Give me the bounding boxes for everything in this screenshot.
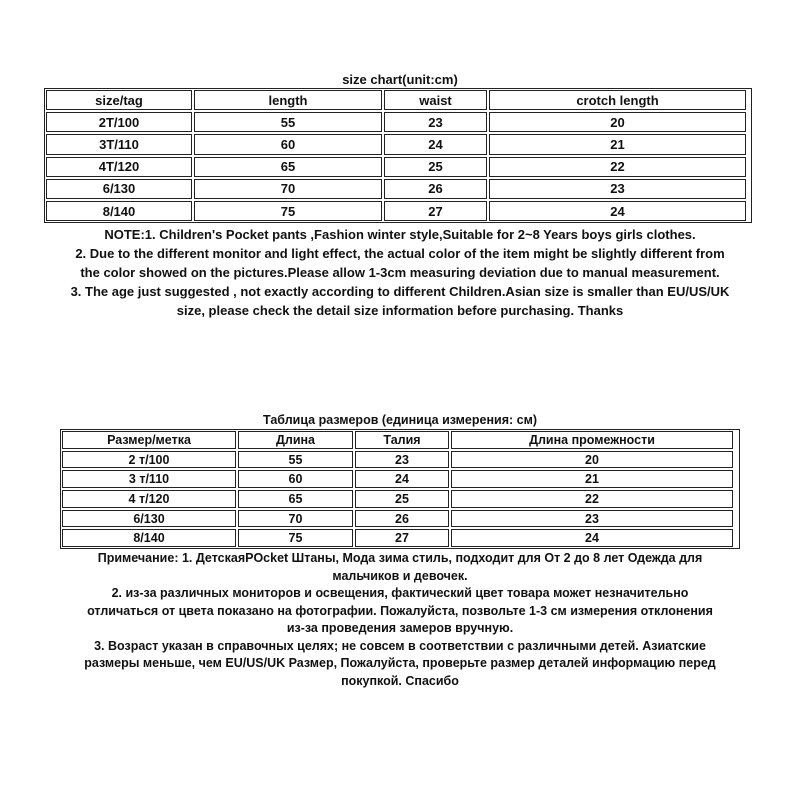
table-cell: 20 <box>489 112 746 132</box>
table-cell: 26 <box>355 510 449 528</box>
table-cell: 60 <box>238 470 353 488</box>
note-line: Примечание: 1. ДетскаяPOcket Штаны, Мода зима стиль, подходит для От 2 до 8 лет Одежда для <box>97 551 703 566</box>
table-cell: 60 <box>194 134 382 154</box>
table-cell: 23 <box>355 451 449 469</box>
english-chart-title: size chart(unit:cm) <box>342 72 458 87</box>
note-line: размеры меньше, чем EU/US/UK Размер, Пожалуйста, проверьте размер деталей информацию перед <box>84 656 716 671</box>
note-line: size, please check the detail size information before purchasing. Thanks <box>176 303 624 319</box>
table-cell: 6/130 <box>46 179 192 199</box>
table-cell: 3T/110 <box>46 134 192 154</box>
note-line: 2. Due to the different monitor and light effect, the actual color of the item might be slightly different from <box>75 246 725 262</box>
table-cell: 2T/100 <box>46 112 192 132</box>
table-header-cell: size/tag <box>46 90 192 110</box>
table-cell: 25 <box>384 157 487 177</box>
table-cell: 65 <box>238 490 353 508</box>
table-cell: 65 <box>194 157 382 177</box>
english-notes <box>0 225 800 320</box>
table-header-cell: Талия <box>355 431 449 449</box>
table-cell: 8/140 <box>62 529 236 547</box>
note-line: 2. из-за различных мониторов и освещения, фактический цвет товара может незначительно <box>111 586 689 601</box>
note-line: NOTE:1. Children's Pocket pants ,Fashion winter style,Suitable for 2~8 Years boys girls clothes. <box>104 227 696 243</box>
table-header-cell: crotch length <box>489 90 746 110</box>
note-line: отличаться от цвета показано на фотографии. Пожалуйста, позвольте 1-3 см измерения отклонения <box>87 603 713 618</box>
table-cell: 75 <box>194 201 382 221</box>
table-cell: 26 <box>384 179 487 199</box>
table-cell: 27 <box>355 529 449 547</box>
note-line: покупкой. Спасибо <box>341 673 459 688</box>
russian-size-table <box>60 429 740 549</box>
table-cell: 24 <box>384 134 487 154</box>
russian-size-chart <box>0 412 800 690</box>
note-line: 3. The age just suggested , not exactly according to different Children.Asian size is smaller than EU/US/UK <box>70 284 730 300</box>
table-cell: 23 <box>489 179 746 199</box>
table-cell: 4 т/120 <box>62 490 236 508</box>
table-cell: 20 <box>451 451 733 469</box>
table-header-cell: waist <box>384 90 487 110</box>
table-cell: 4T/120 <box>46 157 192 177</box>
note-line: 3. Возраст указан в справочных целях; не совсем в соответствии с различными детей. Азиатские <box>94 638 706 653</box>
table-header-cell: Длина промежности <box>451 431 733 449</box>
table-cell: 24 <box>355 470 449 488</box>
table-header-cell: Размер/метка <box>62 431 236 449</box>
note-line: из-за проведения замеров вручную. <box>286 621 514 636</box>
table-cell: 21 <box>489 134 746 154</box>
table-cell: 2 т/100 <box>62 451 236 469</box>
table-cell: 6/130 <box>62 510 236 528</box>
table-cell: 75 <box>238 529 353 547</box>
table-cell: 23 <box>384 112 487 132</box>
table-header-cell: length <box>194 90 382 110</box>
table-cell: 70 <box>238 510 353 528</box>
table-cell: 55 <box>194 112 382 132</box>
table-cell: 21 <box>451 470 733 488</box>
table-cell: 25 <box>355 490 449 508</box>
russian-chart-title: Таблица размеров (единица измерения: см) <box>263 413 537 427</box>
table-cell: 3 т/110 <box>62 470 236 488</box>
english-size-chart <box>0 72 800 320</box>
table-cell: 24 <box>489 201 746 221</box>
table-cell: 22 <box>451 490 733 508</box>
table-cell: 22 <box>489 157 746 177</box>
table-cell: 23 <box>451 510 733 528</box>
table-cell: 55 <box>238 451 353 469</box>
note-line: the color showed on the pictures.Please allow 1-3cm measuring deviation due to manual measurement. <box>80 265 720 281</box>
table-cell: 70 <box>194 179 382 199</box>
table-cell: 27 <box>384 201 487 221</box>
table-cell: 8/140 <box>46 201 192 221</box>
table-header-cell: Длина <box>238 431 353 449</box>
table-cell: 24 <box>451 529 733 547</box>
english-size-table <box>44 88 752 223</box>
russian-notes <box>0 550 800 690</box>
note-line: мальчиков и девочек. <box>332 568 468 583</box>
